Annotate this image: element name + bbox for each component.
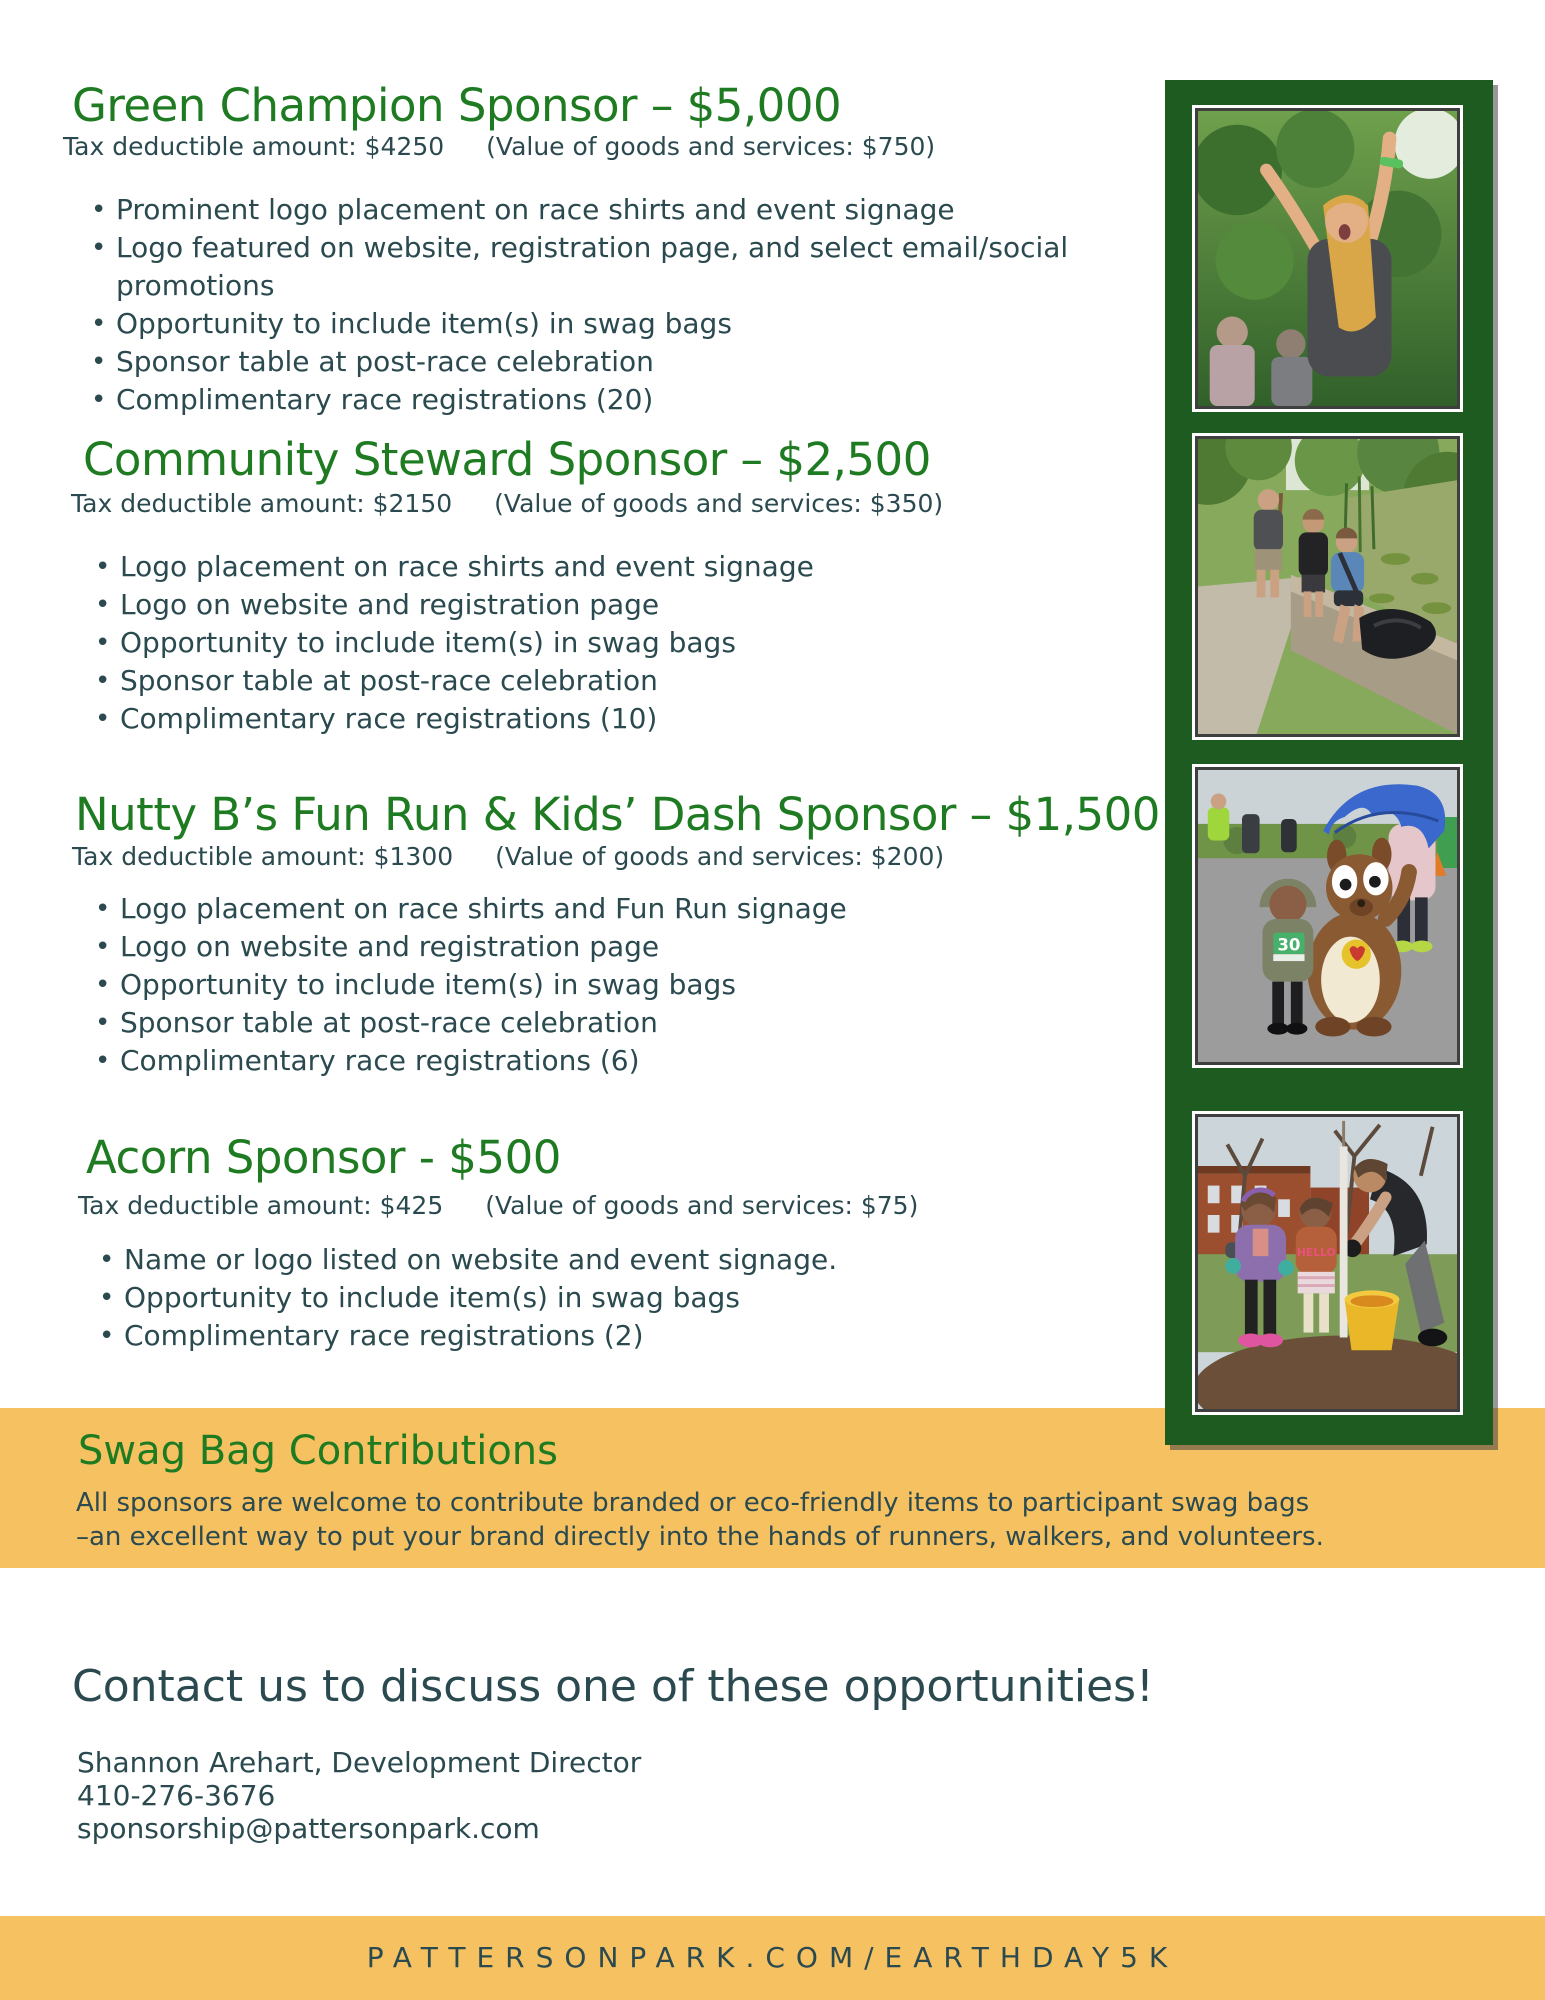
goods-value: (Value of goods and services: $200)	[495, 842, 945, 871]
benefit-item: • Logo featured on website, registration page, and select email/social promotions	[89, 229, 1089, 305]
swag-bag-title: Swag Bag Contributions	[78, 1428, 558, 1474]
nutty-b-title: Nutty B’s Fun Run & Kids’ Dash Sponsor – $1,500	[75, 788, 1160, 841]
goods-value: (Value of goods and services: $750)	[486, 132, 936, 161]
community-steward-title: Community Steward Sponsor – $2,500	[83, 433, 931, 486]
contact-heading: Contact us to discuss one of these opportunities!	[72, 1661, 1154, 1712]
benefit-item: • Sponsor table at post-race celebration	[93, 662, 1093, 700]
benefit-item: • Name or logo listed on website and event signage.	[97, 1241, 1097, 1279]
nutty-b-tax-line	[72, 842, 944, 871]
photo-strip	[1165, 80, 1493, 1445]
contact-phone: 410-276-3676	[77, 1779, 276, 1812]
benefit-item: • Opportunity to include item(s) in swag bags	[93, 966, 1093, 1004]
footer-url: PATTERSONPARK.COM/EARTHDAY5K	[366, 1941, 1179, 1974]
contact-details	[77, 1746, 641, 1845]
benefit-item: • Opportunity to include item(s) in swag bags	[93, 624, 1093, 662]
benefit-item: • Complimentary race registrations (20)	[89, 381, 1089, 419]
community-steward-tax-line	[71, 489, 943, 518]
photo-tree-planting	[1195, 1114, 1460, 1412]
contact-email: sponsorship@pattersonpark.com	[77, 1812, 540, 1845]
race-bib-number: 30	[1277, 935, 1301, 955]
benefit-item: • Logo placement on race shirts and event signage	[93, 548, 1093, 586]
community-steward-benefits	[93, 548, 1093, 738]
swag-body-line: –an excellent way to put your brand directly into the hands of runners, walkers, and volunteers.	[76, 1522, 1324, 1552]
photo-pond-cleanup	[1195, 436, 1460, 737]
benefit-item: • Logo on website and registration page	[93, 586, 1093, 624]
pond-cleanup-illustration	[1198, 439, 1457, 734]
benefit-item: • Sponsor table at post-race celebration	[89, 343, 1089, 381]
tax-amount: Tax deductible amount: $1300	[72, 842, 454, 871]
tax-amount: Tax deductible amount: $2150	[71, 489, 453, 518]
footer-bar	[0, 1916, 1545, 2000]
benefit-item: • Opportunity to include item(s) in swag bags	[89, 305, 1089, 343]
swag-body-line: All sponsors are welcome to contribute branded or eco-friendly items to participant swag bags	[76, 1488, 1310, 1518]
tax-amount: Tax deductible amount: $425	[78, 1191, 444, 1220]
swag-bag-body	[76, 1486, 1496, 1554]
benefit-item: • Prominent logo placement on race shirts and event signage	[89, 191, 1089, 229]
nutty-b-benefits	[93, 890, 1093, 1080]
benefit-item: • Logo on website and registration page	[93, 928, 1093, 966]
sweater-text: HELLO	[1296, 1246, 1336, 1260]
mascot-illustration	[1198, 770, 1457, 1062]
green-champion-benefits	[89, 191, 1089, 419]
benefit-item: • Complimentary race registrations (10)	[93, 700, 1093, 738]
green-champion-title: Green Champion Sponsor – $5,000	[72, 79, 842, 132]
cheering-runner-illustration	[1198, 111, 1457, 406]
acorn-tax-line	[78, 1191, 918, 1220]
benefit-item: • Logo placement on race shirts and Fun Run signage	[93, 890, 1093, 928]
photo-cheering-runner	[1195, 108, 1460, 409]
green-champion-tax-line	[63, 132, 935, 161]
acorn-title: Acorn Sponsor - $500	[86, 1131, 561, 1184]
benefit-item: • Complimentary race registrations (2)	[97, 1317, 1097, 1355]
tree-planting-illustration	[1198, 1117, 1457, 1409]
goods-value: (Value of goods and services: $350)	[494, 489, 944, 518]
photo-nutty-b-mascot	[1195, 767, 1460, 1065]
contact-name: Shannon Arehart, Development Director	[77, 1746, 642, 1779]
tax-amount: Tax deductible amount: $4250	[63, 132, 445, 161]
acorn-benefits	[97, 1241, 1097, 1355]
benefit-item: • Complimentary race registrations (6)	[93, 1042, 1093, 1080]
benefit-item: • Opportunity to include item(s) in swag bags	[97, 1279, 1097, 1317]
benefit-item: • Sponsor table at post-race celebration	[93, 1004, 1093, 1042]
goods-value: (Value of goods and services: $75)	[485, 1191, 919, 1220]
